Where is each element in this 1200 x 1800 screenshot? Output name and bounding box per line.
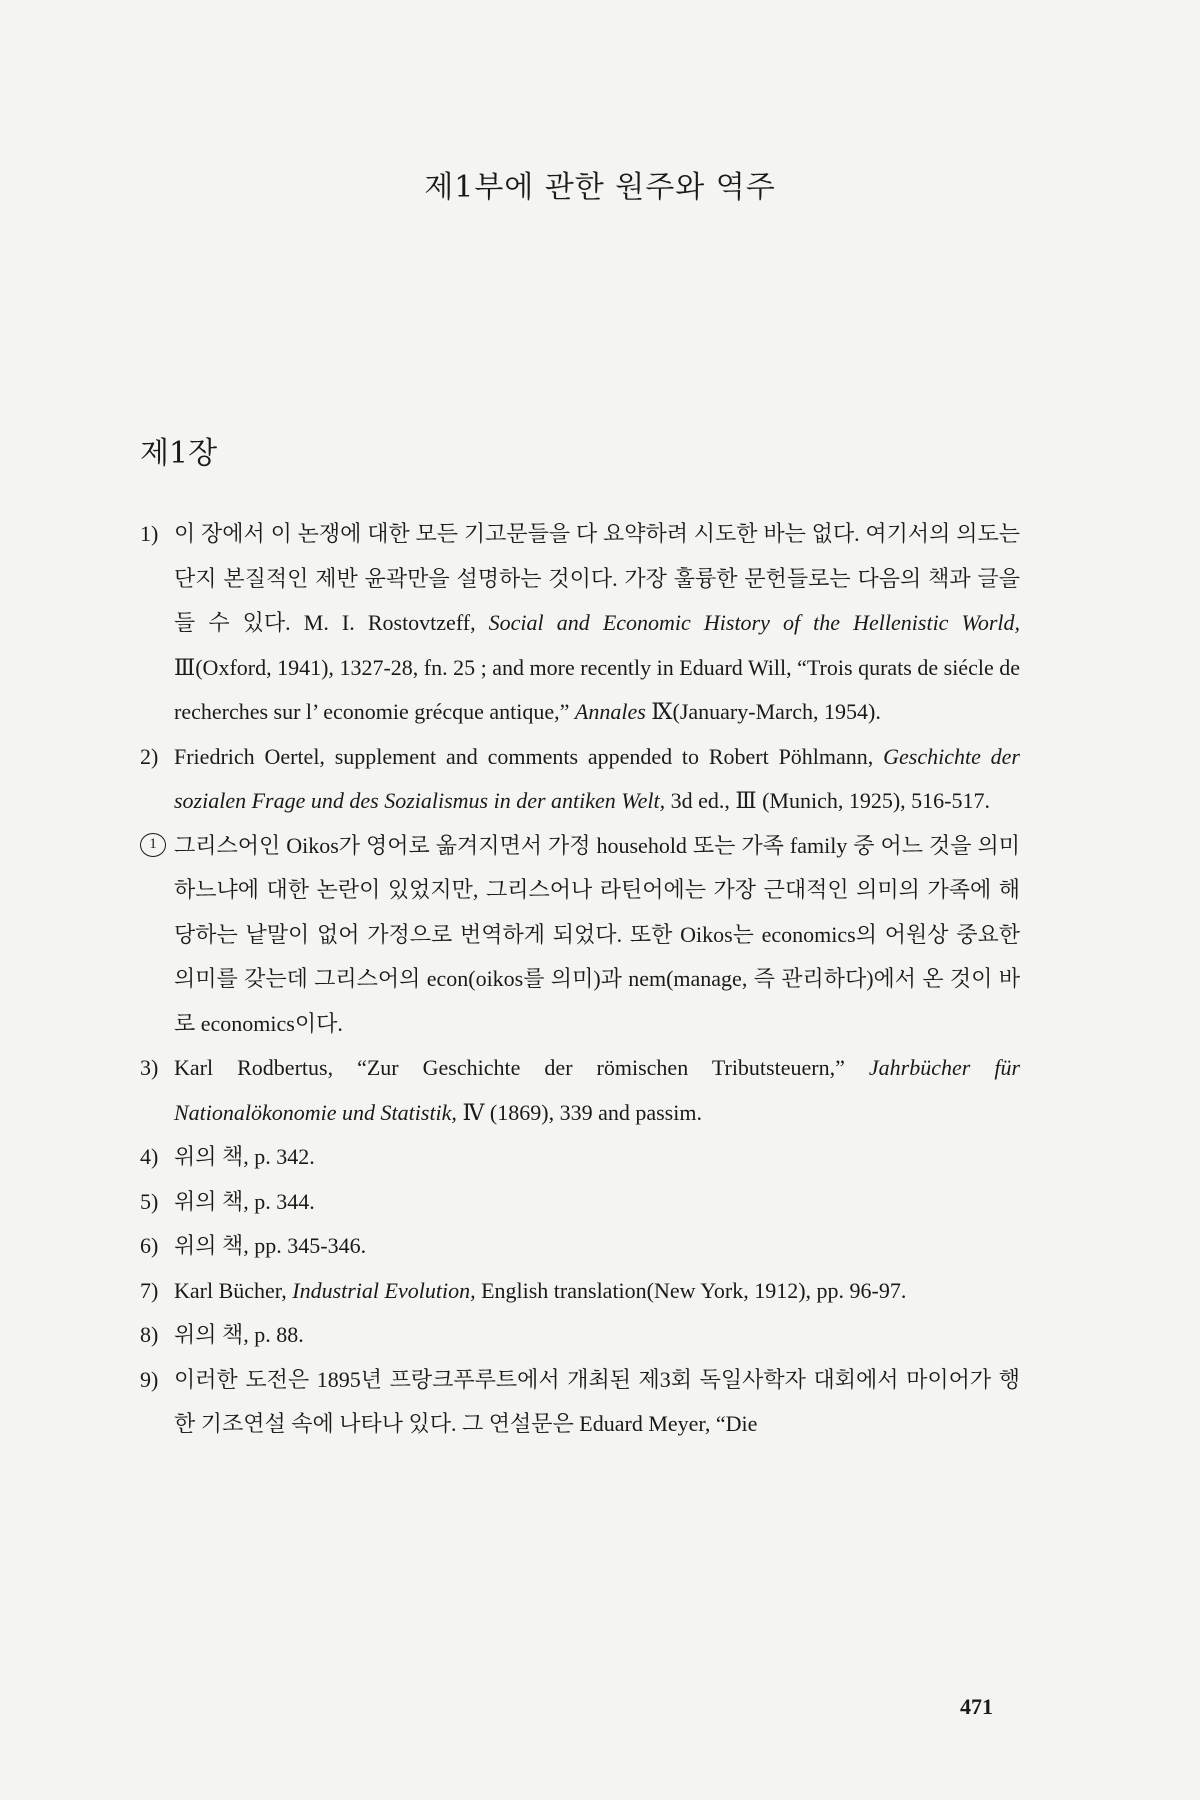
note-marker: 4) bbox=[140, 1144, 159, 1169]
book-title: Geschichte der sozialen Frage und des Sozialismus in der antiken Welt, bbox=[174, 743, 1020, 813]
note-marker: 1) bbox=[140, 521, 159, 546]
page-number: 471 bbox=[960, 1694, 993, 1719]
note-marker: 6) bbox=[140, 1233, 159, 1258]
footnote-7 bbox=[140, 1269, 1020, 1314]
book-title: Industrial Evolution, bbox=[292, 1277, 476, 1303]
footnote-5 bbox=[140, 1180, 1020, 1225]
note-marker: 5) bbox=[140, 1188, 159, 1214]
note-text: Karl Rodbertus, “Zur Geschichte der römischen Tributsteuern,” Jahrbücher für Nationalökonomie und Statistik, Ⅳ (1869), 339 and passim. bbox=[174, 1055, 1020, 1125]
note-marker: 8) bbox=[140, 1322, 159, 1347]
chapter-heading: 제1장 bbox=[140, 436, 218, 471]
journal-title: Annales bbox=[574, 699, 646, 724]
footnote-1 bbox=[140, 512, 1020, 735]
footnote-2 bbox=[140, 735, 1020, 824]
note-text: 위의 책, p. 344. bbox=[174, 1188, 315, 1214]
footnote-3 bbox=[140, 1046, 1020, 1135]
note-text: 위의 책, p. 88. bbox=[174, 1322, 304, 1347]
note-marker: 3) bbox=[140, 1055, 159, 1080]
note-marker: 2) bbox=[140, 743, 159, 769]
note-text: 위의 책, pp. 345-346. bbox=[174, 1233, 367, 1258]
note-marker: 7) bbox=[140, 1277, 159, 1303]
note-text: Friedrich Oertel, supplement and comments appended to Robert Pöhlmann, Geschichte der sozialen Frage und des Sozialismus in der antiken Welt, 3d ed., Ⅲ (Munich, 1925), 516-517. bbox=[174, 743, 1020, 813]
note-text: 이러한 도전은 1895년 프랑크푸루트에서 개최된 제3회 독일사학자 대회에서 마이어가 행한 기조연설 속에 나타나 있다. 그 연설문은 Eduard Meyer, “Die bbox=[174, 1366, 1020, 1436]
translator-note-1 bbox=[140, 824, 1020, 1047]
footnote-9 bbox=[140, 1358, 1020, 1447]
note-text: 이 장에서 이 논쟁에 대한 모든 기고문들을 다 요약하려 시도한 바는 없다. 여기서의 의도는 단지 본질적인 제반 윤곽만을 설명하는 것이다. 가장 훌륭한 문헌들로는 다음의 책과 글을 들 수 있다. M. I. Rostovtzeff, Social and Economic History of the Hellenistic World, Ⅲ(Oxford, 1941), 1327-28, fn. 25 ; and more recently in Eduard Will, “Trois qurats de siécle de recherches sur l’ economie grécque antique,” Annales Ⅸ(January-March, 1954). bbox=[174, 521, 1021, 724]
note-text: 위의 책, p. 342. bbox=[174, 1144, 315, 1169]
circled-number-marker: 1 bbox=[140, 833, 166, 857]
note-marker: 9) bbox=[140, 1366, 159, 1392]
page-title: 제1부에 관한 원주와 역주 bbox=[424, 170, 776, 205]
book-title: Social and Economic History of the Hellenistic World, bbox=[488, 610, 1021, 635]
footnote-6 bbox=[140, 1224, 1020, 1269]
footnote-4 bbox=[140, 1135, 1020, 1180]
journal-title: Jahrbücher für Nationalökonomie und Statistik, bbox=[174, 1055, 1020, 1125]
note-text: 그리스어인 Oikos가 영어로 옮겨지면서 가정 household 또는 가족 family 중 어느 것을 의미하느냐에 대한 논란이 있었지만, 그리스어나 라틴어에는 가장 근대적인 의미의 가족에 해당하는 낱말이 없어 가정으로 번역하게 되었다. 또한 Oikos는 economics의 어원상 중요한 의미를 갖는데 그리스어의 econ(oikos를 의미)과 nem(manage, 즉 관리하다)에서 온 것이 바로 economics이다. bbox=[174, 832, 1020, 1036]
notes-list bbox=[140, 512, 1020, 1447]
footnote-8 bbox=[140, 1313, 1020, 1358]
note-text: Karl Bücher, Industrial Evolution, English translation(New York, 1912), pp. 96-97. bbox=[174, 1277, 907, 1303]
